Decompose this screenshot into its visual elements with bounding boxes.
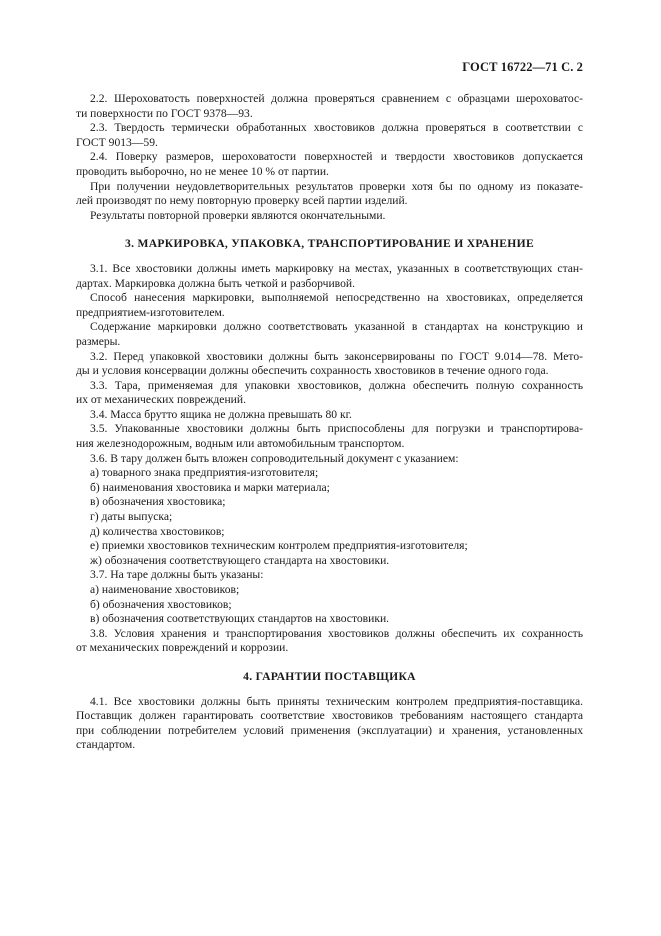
section-4-title: 4. ГАРАНТИИ ПОСТАВЩИКА <box>243 669 416 683</box>
text-line: размеры. <box>76 334 121 348</box>
list-item: в) обозначения соответствующих стандартов на хвостовики. <box>90 612 390 626</box>
paragraph <box>76 180 583 209</box>
paragraph <box>76 320 583 349</box>
text-line: 4.1. Все хвостовики должны быть приняты техническим контролем предприятия-поставщика. <box>90 694 583 708</box>
text-line: 3.2. Перед упаковкой хвостовики должны быть законсервированы по ГОСТ 9.014—78. Мето- <box>90 349 583 363</box>
paragraph <box>76 408 583 423</box>
list-item: а) наименование хвостовиков; <box>90 583 240 596</box>
list-item: д) количества хвостовиков; <box>90 524 225 538</box>
page-header: ГОСТ 16722—71 С. 2 <box>462 60 583 74</box>
paragraph <box>76 262 583 291</box>
paragraph <box>76 379 583 408</box>
text-line: 3.4. Масса брутто ящика не должна превышать 80 кг. <box>90 407 352 421</box>
paragraph-3-7: 3.7. На таре должны быть указаны: <box>90 568 264 582</box>
list-3-6 <box>76 466 583 568</box>
list-item: а) товарного знака предприятия-изготовителя; <box>90 466 319 480</box>
list-item: б) наименования хвостовика и марки материала; <box>90 480 330 494</box>
paragraph <box>76 350 583 379</box>
text-line: 3.3. Тара, применяемая для упаковки хвостовиков, должна обеспечить полную сохранность <box>90 378 583 392</box>
paragraph-3-8 <box>76 627 583 656</box>
text-line: предприятием-изготовителем. <box>76 305 225 319</box>
paragraph <box>76 695 583 753</box>
text-line: 3.8. Условия хранения и транспортирования хвостовиков должны обеспечить их сохранность <box>90 626 583 640</box>
paragraph <box>76 422 583 451</box>
text-line: Способ нанесения маркировки, выполняемой непосредственно на хвостовиках, определяется <box>90 291 583 305</box>
text-line: их от механических повреждений. <box>76 393 246 407</box>
section-2-continuation <box>76 92 583 223</box>
text-line: ти поверхности по ГОСТ 9378—93. <box>76 106 253 120</box>
paragraph-4-1 <box>76 695 583 753</box>
paragraph <box>76 452 583 467</box>
paragraph <box>76 92 583 121</box>
list-item: в) обозначения хвостовика; <box>90 495 226 509</box>
text-line: проводить выборочно, но не менее 10 % от партии. <box>76 164 329 178</box>
list-item: е) приемки хвостовиков техническим контролем предприятия-изготовителя; <box>90 539 468 553</box>
text-line: При получении неудовлетворительных результатов проверки хотя бы по одному из показате- <box>90 179 583 193</box>
paragraph <box>76 121 583 150</box>
text-line: 3.6. В тару должен быть вложен сопроводительный документ с указанием: <box>90 451 459 465</box>
document-body <box>76 92 583 753</box>
list-item: г) даты выпуска; <box>90 510 173 524</box>
text-line: от механических повреждений и коррозии. <box>76 641 289 655</box>
text-line: лей производят по нему повторную проверку всей партии изделий. <box>76 194 408 208</box>
text-line: ГОСТ 9013—59. <box>76 135 158 149</box>
paragraph <box>76 627 583 656</box>
text-line: Содержание маркировки должно соответствовать указанной в стандартах на конструкцию и <box>90 320 583 334</box>
paragraph <box>76 209 583 224</box>
text-line: ды и условия консервации должны обеспечить сохранность хвостовиков в течение одного года. <box>76 364 549 378</box>
text-line: дартах. Маркировка должна быть четкой и разборчивой. <box>76 276 355 290</box>
text-line: 2.3. Твердость термически обработанных хвостовиков должна проверяться в соответствии с <box>90 121 583 135</box>
list-3-7 <box>76 583 583 627</box>
text-line: 2.2. Шероховатость поверхностей должна проверяться сравнением с образцами шероховатос- <box>90 92 583 105</box>
text-line: при соблюдении потребителем условий применения (эксплуатации) и хранения, установленных <box>76 723 583 737</box>
text-line: 3.1. Все хвостовики должны иметь маркировку на местах, указанных в соответствующих стан- <box>90 261 583 275</box>
text-line: ния железнодорожным, водным или автомобильным транспортом. <box>76 437 405 451</box>
text-line: Результаты повторной проверки являются окончательными. <box>90 208 386 222</box>
paragraph <box>76 291 583 320</box>
list-item: ж) обозначения соответствующего стандарта на хвостовики. <box>90 553 390 567</box>
text-line: стандартом. <box>76 738 136 752</box>
list-item: б) обозначения хвостовиков; <box>90 597 232 611</box>
section-3-paragraphs <box>76 262 583 466</box>
text-line: Поставщик должен гарантировать соответствие хвостовиков требованиям настоящего стандарта <box>76 709 583 723</box>
text-line: 2.4. Поверку размеров, шероховатости поверхностей и твердости хвостовиков допускается <box>90 150 583 164</box>
text-line: 3.5. Упакованные хвостовики должны быть приспособлены для погрузки и транспортирова- <box>90 422 583 436</box>
paragraph <box>76 150 583 179</box>
section-3-title: 3. МАРКИРОВКА, УПАКОВКА, ТРАНСПОРТИРОВАНИЕ И ХРАНЕНИЕ <box>125 237 534 251</box>
